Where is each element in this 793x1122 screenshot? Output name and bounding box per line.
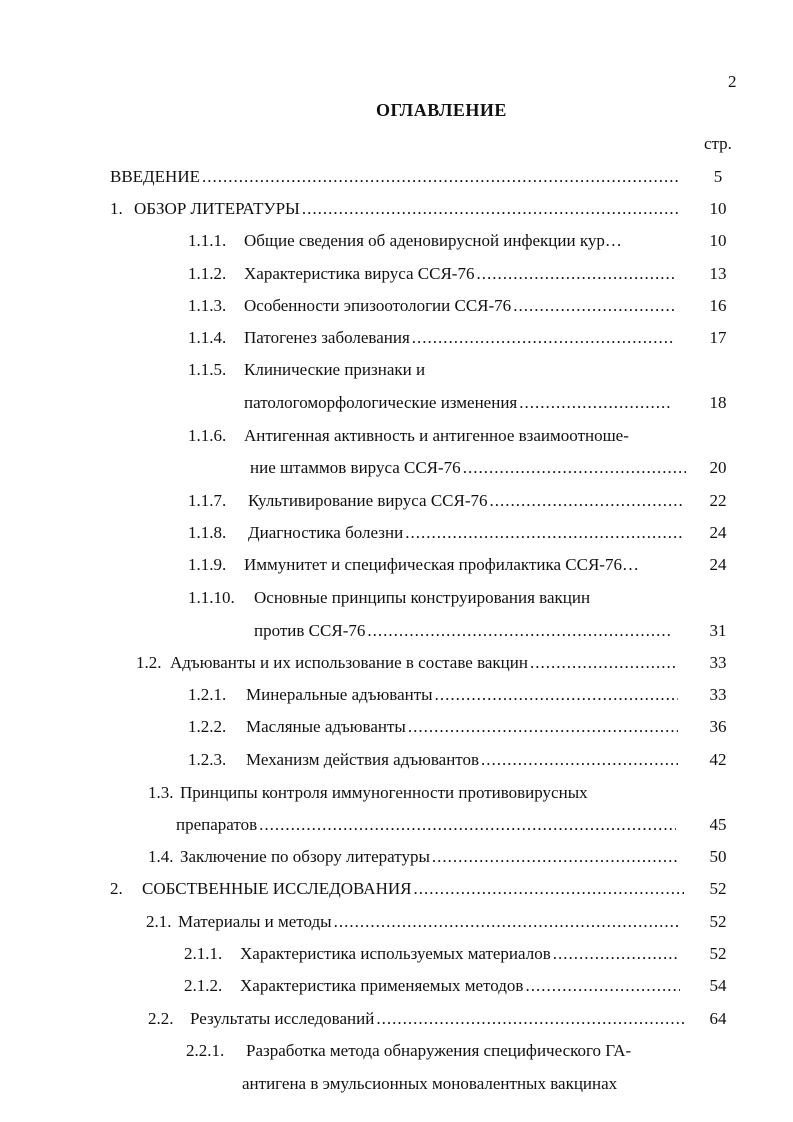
toc-entry-number: 1.3. [148, 783, 174, 802]
toc-leader-dots [476, 263, 674, 285]
toc-entry-text: Общие сведения об аденовирусной инфекции кур… [244, 231, 622, 250]
toc-leader-dots [334, 911, 680, 933]
toc-entry-introduction[interactable] [110, 166, 680, 188]
toc-entry-number: 1.1.3. [188, 296, 227, 315]
toc-leader-dots [412, 327, 674, 349]
toc-entry-1-1-3[interactable] [188, 295, 674, 317]
toc-entry-number: 1.2. [136, 653, 162, 672]
toc-entry-page: 52 [709, 879, 727, 898]
toc-entry-page: 24 [709, 555, 727, 574]
toc-entry-text: Минеральные адъюванты [246, 685, 433, 704]
page-number: 2 [728, 72, 737, 91]
toc-entry-number: 1.1.5. [188, 360, 227, 379]
toc-leader-dots [367, 620, 672, 642]
toc-entry-number: 2.1.2. [184, 976, 223, 995]
toc-entry-number: 2.1.1. [184, 944, 223, 963]
toc-leader-dots [463, 457, 686, 479]
toc-entry-literature-review[interactable] [110, 198, 680, 220]
toc-entry-page: 10 [709, 199, 727, 218]
toc-entry-1-1-5[interactable] [188, 359, 674, 381]
toc-entry-number: 2. [110, 879, 123, 898]
toc-entry-text: Заключение по обзору литературы [180, 847, 430, 866]
toc-entry-1-1-1[interactable] [188, 230, 674, 252]
toc-entry-text-continuation: препаратов [176, 815, 258, 834]
toc-leader-dots [490, 490, 682, 512]
toc-entry-2-1-1[interactable] [184, 943, 680, 965]
toc-entry-text: Характеристика применяемых методов [240, 976, 524, 995]
toc-leader-dots [408, 716, 678, 738]
toc-entry-text: Антигенная активность и антигенное взаимоотноше- [244, 426, 629, 445]
toc-entry-1-2[interactable] [136, 652, 676, 674]
toc-entry-text: Основные принципы конструирования вакцин [254, 588, 591, 607]
toc-entry-text: Диагностика болезни [248, 523, 404, 542]
toc-entry-number: 1.1.8. [188, 523, 227, 542]
toc-entry-text: ОБЗОР ЛИТЕРАТУРЫ [134, 199, 300, 218]
page-column-label: стр. [704, 134, 732, 153]
toc-entry-page: 64 [709, 1009, 727, 1028]
toc-leader-dots [525, 975, 680, 997]
toc-entry-1-1-8[interactable] [188, 522, 682, 544]
toc-entry-1-3[interactable] [148, 782, 688, 804]
toc-entry-page: 54 [709, 976, 727, 995]
toc-entry-page: 5 [713, 167, 723, 186]
toc-leader-dots [405, 522, 682, 544]
toc-entry-1-1-6-continuation[interactable] [250, 457, 686, 479]
toc-entry-text-continuation: против ССЯ-76 [254, 621, 366, 640]
toc-entry-text: Патогенез заболевания [244, 328, 410, 347]
toc-entry-page: 24 [709, 523, 727, 542]
toc-entry-text-continuation: патологоморфологические изменения [244, 393, 518, 412]
toc-entry-page: 16 [709, 296, 727, 315]
toc-leader-dots [302, 198, 680, 220]
toc-leader-dots [519, 392, 672, 414]
toc-leader-dots [432, 846, 678, 868]
toc-entry-1-1-2[interactable] [188, 263, 674, 285]
toc-entry-text: Характеристика используемых материалов [240, 944, 551, 963]
toc-leader-dots [202, 166, 680, 188]
toc-entry-text: ВВЕДЕНИЕ [110, 167, 200, 186]
toc-entry-page: 52 [709, 944, 727, 963]
toc-entry-1-4[interactable] [148, 846, 678, 868]
toc-entry-1-2-1[interactable] [188, 684, 678, 706]
toc-entry-text: Культивирование вируса ССЯ-76 [248, 491, 488, 510]
toc-entry-number: 1.1.4. [188, 328, 227, 347]
toc-entry-2-1-2[interactable] [184, 975, 680, 997]
toc-leader-dots [553, 943, 680, 965]
toc-entry-page: 10 [709, 231, 727, 250]
toc-entry-1-1-4[interactable] [188, 327, 674, 349]
page-title: ОГЛАВЛЕНИЕ [376, 100, 507, 120]
toc-entry-page: 50 [709, 847, 727, 866]
toc-entry-text: Разработка метода обнаружения специфического ГА- [246, 1041, 632, 1060]
toc-entry-number: 1.1.7. [188, 491, 227, 510]
toc-entry-text-continuation: ние штаммов вируса ССЯ-76 [250, 458, 461, 477]
toc-entry-text: Клинические признаки и [244, 360, 426, 379]
toc-entry-number: 1.4. [148, 847, 174, 866]
toc-entry-text: Иммунитет и специфическая профилактика ССЯ-76… [244, 555, 639, 574]
toc-entry-1-1-7[interactable] [188, 490, 682, 512]
toc-entry-1-1-10[interactable] [188, 587, 678, 609]
toc-entry-page: 33 [709, 653, 727, 672]
toc-entry-page: 20 [709, 458, 727, 477]
toc-entry-2-2-1[interactable] [186, 1040, 686, 1062]
toc-entry-1-1-5-continuation[interactable] [244, 392, 672, 414]
toc-leader-dots [435, 684, 678, 706]
toc-entry-number: 1. [110, 199, 123, 218]
toc-leader-dots [530, 652, 676, 674]
toc-entry-page: 22 [709, 491, 727, 510]
toc-entry-text: Результаты исследований [190, 1009, 375, 1028]
toc-entry-2-2-1-continuation[interactable] [242, 1073, 682, 1095]
toc-entry-1-1-9[interactable] [188, 554, 688, 576]
toc-entry-page: 31 [709, 621, 727, 640]
toc-entry-page: 18 [709, 393, 727, 412]
toc-entry-page: 17 [709, 328, 727, 347]
toc-entry-number: 1.2.2. [188, 717, 227, 736]
toc-entry-text-continuation: антигена в эмульсионных моновалентных вакцинах [242, 1074, 618, 1093]
toc-entry-1-1-10-continuation[interactable] [254, 620, 672, 642]
toc-entry-page: 33 [709, 685, 727, 704]
toc-entry-own-research[interactable] [110, 878, 684, 900]
toc-entry-number: 2.2. [148, 1009, 174, 1028]
toc-entry-page: 42 [709, 750, 727, 769]
toc-entry-number: 1.1.2. [188, 264, 227, 283]
toc-entry-number: 1.2.1. [188, 685, 227, 704]
toc-entry-page: 13 [709, 264, 727, 283]
toc-entry-2-2[interactable] [148, 1008, 686, 1030]
toc-entry-text: Принципы контроля иммуногенности противовирусных [180, 783, 588, 802]
toc-entry-text: Масляные адъюванты [246, 717, 406, 736]
toc-leader-dots [413, 878, 684, 900]
toc-entry-text: Адъюванты и их использование в составе вакцин [170, 653, 528, 672]
toc-entry-page: 36 [709, 717, 727, 736]
toc-entry-number: 2.1. [146, 912, 172, 931]
toc-entry-page: 45 [709, 815, 727, 834]
toc-entry-number: 1.1.1. [188, 231, 227, 250]
toc-entry-text: Материалы и методы [178, 912, 332, 931]
toc-entry-1-2-2[interactable] [188, 716, 678, 738]
toc-entry-number: 2.2.1. [186, 1041, 225, 1060]
toc-leader-dots [513, 295, 674, 317]
toc-entry-text: Особенности эпизоотологии ССЯ-76 [244, 296, 512, 315]
toc-entry-page: 52 [709, 912, 727, 931]
toc-leader-dots [259, 814, 676, 836]
toc-entry-1-1-6[interactable] [188, 425, 688, 447]
toc-entry-text: СОБСТВЕННЫЕ ИССЛЕДОВАНИЯ [142, 879, 412, 898]
toc-leader-dots [376, 1008, 686, 1030]
toc-entry-number: 1.1.9. [188, 555, 227, 574]
toc-entry-number: 1.1.6. [188, 426, 227, 445]
toc-entry-number: 1.2.3. [188, 750, 227, 769]
toc-entry-text: Характеристика вируса ССЯ-76 [244, 264, 475, 283]
toc-leader-dots [481, 749, 678, 771]
toc-entry-2-1[interactable] [146, 911, 680, 933]
toc-entry-text: Механизм действия адъювантов [246, 750, 480, 769]
toc-entry-number: 1.1.10. [188, 588, 235, 607]
toc-entry-1-3-continuation[interactable] [176, 814, 676, 836]
toc-entry-1-2-3[interactable] [188, 749, 678, 771]
